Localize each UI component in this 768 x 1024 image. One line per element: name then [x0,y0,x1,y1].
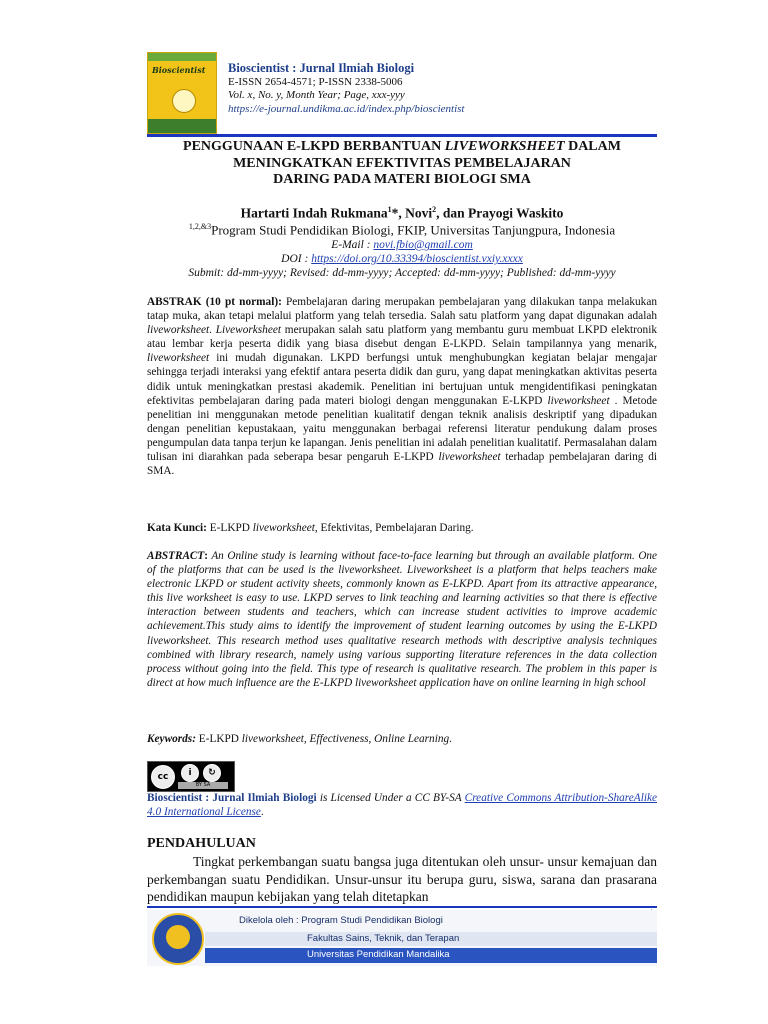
title-line-2: MENINGKATKAN EFEKTIVITAS PEMBELAJARAN [233,155,571,171]
abstrak-text: ini mudah digunakan. LKPD berfungsi untuk menghubungkan kegiatan belajar mengajar sehingga terjadi interaksi yang efektif antara peserta didik dan guru, yang dapat meningkatkan aktivitas peserta didik untuk meningkatkan prestasi akademik. Penelitian ini bertujuan untuk mengidentifikasi peningkatan efektivitas pembelajaran daring pada materi biologi dengan menggunakan E-LKPD [147,352,657,407]
kata-kunci-text: , Efektivitas, Pembelajaran Daring. [314,522,474,534]
abstract-text: An Online study is learning without face-to-face learning but through an available platform. One of the platforms that can be used is the liveworksheet. Liveworksheet is a platform that helps teachers make electronic LKPD or student activity sheets, commonly known as E-LKPD. Apart from its attractive appearance, this live worksheet is easy to use. LKPD serves to link teaching and learning activities so that there is effective interaction between students and teachers, which can increase student activities to improve academic achievement.This study aims to identify the improvement of student learning outcomes by using the E-LKPD liveworksheet. This research method uses qualitative research methods with descriptive analysis techniques combined with library research, namely using various supporting literature references in the data collection process without going into the field. This type of research is qualitative research. The problem in this paper is direct at how much influence are the E-LKPD liveworksheet application have on online learning in high school [147,550,657,689]
university-logo [152,913,204,965]
cc-badge-label: BY SA [178,782,228,789]
keywords-text: . [449,733,452,745]
abstrak-text: . Metode penelitian ini menggunakan metode penelitian kualitatif dengan teknik analisis deskriptif yang dipadukan dengan penelitian kepustakaan, yaitu menggunakan berbagai referensi literatur pendukung dalam proses pengumpulan data tanpa terjun ke lapangan. Jenis penelitian ini adalah penelitian kualitatif. Permasalahan dalam tulisan ini diarahkan pada seberapa besar pengaruh E-LKPD [147,394,658,464]
journal-url[interactable]: https://e-journal.undikma.ac.id/index.php/bioscientist [228,102,465,115]
affil-text: Program Studi Pendidikan Biologi, FKIP, Universitas Tanjungpura, Indonesia [211,222,616,238]
title-line-3: DARING PADA MATERI BIOLOGI SMA [273,172,531,187]
license-link[interactable]: Creative Commons Attribution-ShareAlike 4.0 International License [147,792,657,819]
sa-icon: ↻ [203,764,221,782]
keywords-italic: liveworksheet, Effectiveness, Online Learning [241,733,450,745]
abstract-label: ABSTRACT [147,550,205,562]
footer-managed: Dikelola oleh : Program Studi Pendidikan Biologi [239,915,443,926]
kata-kunci-italic: liveworksheet [252,522,315,534]
license-body: is Licensed Under a CC BY-SA [316,792,465,804]
keywords-label: Keywords: [147,733,196,745]
abstrak-text: terhadap pembelajaran daring di SMA. [147,451,657,478]
kata-kunci-text: E-LKPD [206,522,253,534]
abstrak-paragraph [147,295,657,478]
paper-title [147,139,657,189]
title-part: PENGGUNAAN E-LKPD BERBANTUAN [183,139,445,154]
abstrak-italic: liveworksheet [438,451,501,464]
abstrak-italic: liveworksheet [147,324,210,337]
kata-kunci [147,522,657,534]
abstrak-italic: liveworksheet [547,394,610,407]
author-name: Prayogi Waskito [468,205,564,221]
abstrak-italic: Liveworksheet [215,324,281,337]
footer-faculty: Fakultas Sains, Teknik, dan Terapan [307,933,460,944]
author-sep: , dan [436,205,469,221]
abstract-paragraph [147,549,657,690]
journal-header [228,62,464,116]
header-rule [147,134,657,137]
license-journal: Bioscientist : Jurnal Ilmiah Biologi [147,792,317,804]
cover-bottom-band [148,119,216,133]
author-name: Hartarti Indah Rukmana [240,205,388,221]
journal-volume: Vol. x, No. y, Month Year; Page, xxx-yyy [228,89,405,101]
by-icon: i [181,764,199,782]
keywords-text: E-LKPD [195,733,242,745]
kata-kunci-label: Kata Kunci: [147,522,207,534]
abstrak-text: merupakan salah satu platform yang membantu guru membuat LKPD elektronik atau lembar kerja peserta didik yang biasa disebut dengan E-LKPD. Selain tampilannya yang menarik, [147,324,657,351]
doi-link[interactable]: https://doi.org/10.33394/bioscientist.vxiy.xxxx [311,253,523,265]
paper-meta [147,238,657,280]
author-list [147,205,657,222]
section-body [147,853,657,906]
title-part: DALAM [564,139,621,154]
license-text [147,791,657,820]
cc-icon: cc [151,765,175,789]
cover-band [148,53,216,61]
submission-dates: Submit: dd-mm-yyyy; Revised: dd-mm-yyyy; Accepted: dd-mm-yyyy; Published: dd-mm-yyyy [188,267,616,279]
title-italic: LIVEWORKSHEET [444,139,565,154]
journal-title: Bioscientist : Jurnal Ilmiah Biologi [228,61,415,75]
affiliation [147,222,657,238]
footer-banner [147,910,657,966]
footer-rule [147,906,657,908]
cc-by-sa-badge[interactable] [147,761,235,792]
journal-cover-image [147,52,217,134]
footer-university: Universitas Pendidikan Mandalika [307,949,450,960]
author-mark: *, [391,205,406,221]
affil-sup: 1,2,&3 [188,222,212,231]
email-label: E-Mail : [331,239,374,251]
email-link[interactable]: novi.fbio@gmail.com [373,239,473,251]
cover-emblem [172,89,196,113]
keywords [147,733,657,745]
author-sup: 2 [432,205,437,214]
abstrak-text: Pembelajaran daring merupakan pembelajaran yang dilakukan tanpa melakukan tatap muka, akan tetapi melalui platform yang telah tersedia. Salah satu platform yang dapat digunakan adalah [147,296,657,323]
abstrak-label: ABSTRAK (10 pt normal): [147,296,282,308]
cover-title: Bioscientist [152,65,206,75]
journal-issn: E-ISSN 2654-4571; P-ISSN 2338-5006 [228,75,403,88]
abstrak-italic: liveworksheet [147,352,210,365]
author-name: Novi [405,205,433,221]
section-heading: PENDAHULUAN [147,836,256,851]
abstract-colon: : [204,550,208,562]
license-end: . [260,806,264,819]
abstrak-text: . [209,324,216,337]
doi-label: DOI : [281,253,312,265]
author-sup: 1 [387,205,392,214]
section-text: Tingkat perkembangan suatu bangsa juga ditentukan oleh unsur- unsur kemajuan dan perkembangan suatu Pendidikan. Unsur-unsur itu berupa guru, siswa, sarana dan prasarana pendidikan maupun kebijakan yang telah ditetapkan [147,854,657,904]
